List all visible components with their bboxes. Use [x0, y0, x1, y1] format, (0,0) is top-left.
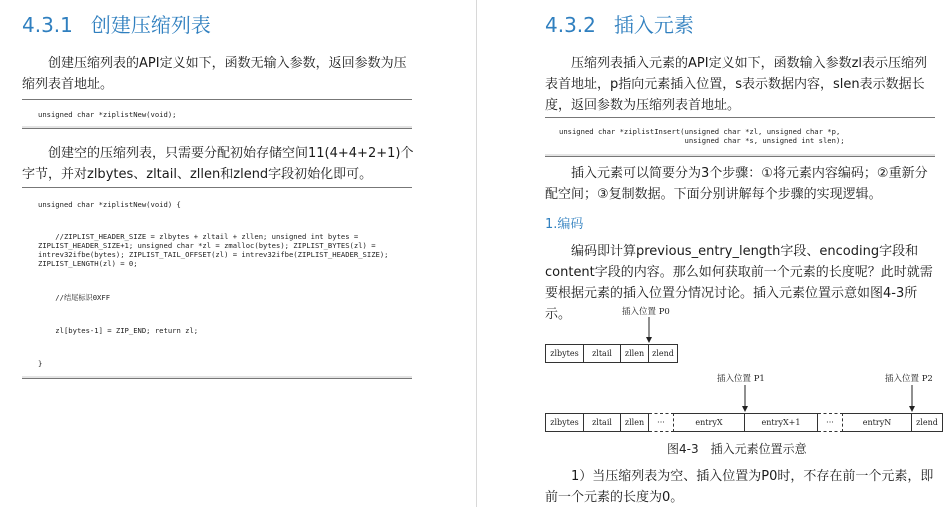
- section-heading-4-3-2: [545, 13, 694, 37]
- code-line: }: [38, 359, 43, 368]
- code-line: //结尾标识0XFF: [38, 293, 111, 302]
- code-block-ziplistinsert-decl: [545, 117, 935, 157]
- section-title: 插入元素: [613, 13, 694, 37]
- cell-ellipsis: ···: [649, 413, 674, 432]
- code-line: ZIPLIST_LENGTH(zl) = 0;: [38, 259, 138, 268]
- figure-caption: 图4-3 插入元素位置示意: [667, 442, 807, 456]
- section-number: 4.3.1: [22, 13, 73, 37]
- cell-zllen: zllen: [621, 344, 649, 363]
- cell-zllen: zllen: [621, 413, 649, 432]
- subheading-encoding: 1.编码: [545, 217, 584, 232]
- right-page: [476, 0, 952, 507]
- paragraph-insert-intro: 压缩列表插入元素的API定义如下，函数输入参数zl表示压缩列表首地址，p指向元素插入位置，s表示数据内容，slen表示数据长度，返回参数为压缩列表首地址。: [545, 56, 928, 113]
- label-insert-p0: 插入位置 P0: [622, 307, 670, 317]
- code-line: unsigned char *s, unsigned int slen);: [559, 136, 845, 145]
- label-insert-p2: 插入位置 P2: [885, 374, 933, 384]
- code-block-ziplistnew-impl: [22, 187, 412, 379]
- cell-zlend: zlend: [649, 344, 678, 363]
- label-insert-p1: 插入位置 P1: [717, 374, 765, 384]
- section-number: 4.3.2: [545, 13, 596, 37]
- cell-entryx-plus-1: entryX+1: [745, 413, 818, 432]
- cell-zltail: zltail: [584, 413, 621, 432]
- cell-zlbytes: zlbytes: [545, 344, 584, 363]
- cell-entryx: entryX: [674, 413, 745, 432]
- paragraph-case-p0: 1）当压缩列表为空、插入位置为P0时，不存在前一个元素，即前一个元素的长度为0。: [545, 469, 934, 505]
- paragraph-encoding: 编码即计算previous_entry_length字段、encoding字段和content字段的内容。那么如何获取前一个元素的长度呢？此时就需要根据元素的插入位置分情况讨论。插入元素位置示意如图4-3所示。: [545, 244, 933, 322]
- code-line: ZIPLIST_HEADER_SIZE+1; unsigned char *zl = zmalloc(bytes); ZIPLIST_BYTES(zl) =: [38, 241, 376, 250]
- cell-zlend: zlend: [912, 413, 943, 432]
- code-block-ziplistnew-decl: [22, 99, 412, 129]
- code-line: zl[bytes-1] = ZIP_END; return zl;: [38, 326, 199, 335]
- code-line: intrev32ifbe(bytes); ZIPLIST_TAIL_OFFSET(zl) = intrev32ifbe(ZIPLIST_HEADER_SIZE);: [38, 250, 389, 259]
- paragraph-create-detail: 创建空的压缩列表，只需要分配初始存储空间11(4+4+2+1)个字节，并对zlbytes、zltail、zllen和zlend字段初始化即可。: [22, 146, 414, 182]
- section-heading-4-3-1: [22, 13, 211, 37]
- code-line: unsigned char *ziplistNew(void) {: [38, 200, 181, 209]
- code-line: unsigned char *ziplistInsert(unsigned char *zl, unsigned char *p,: [559, 127, 841, 136]
- code-line: //ZIPLIST_HEADER_SIZE = zlbytes + zltail + zllen; unsigned int bytes =: [38, 232, 359, 241]
- cell-zlbytes: zlbytes: [545, 413, 584, 432]
- code-line: unsigned char *ziplistNew(void);: [38, 110, 177, 119]
- paragraph-create-intro: 创建压缩列表的API定义如下，函数无输入参数，返回参数为压缩列表首地址。: [22, 56, 407, 92]
- cell-ellipsis: ···: [818, 413, 843, 432]
- cell-zltail: zltail: [584, 344, 621, 363]
- section-title: 创建压缩列表: [90, 13, 211, 37]
- paragraph-insert-steps: 插入元素可以简要分为3个步骤：①将元素内容编码；②重新分配空间；③复制数据。下面分别讲解每个步骤的实现逻辑。: [545, 166, 928, 202]
- cell-entryn: entryN: [843, 413, 912, 432]
